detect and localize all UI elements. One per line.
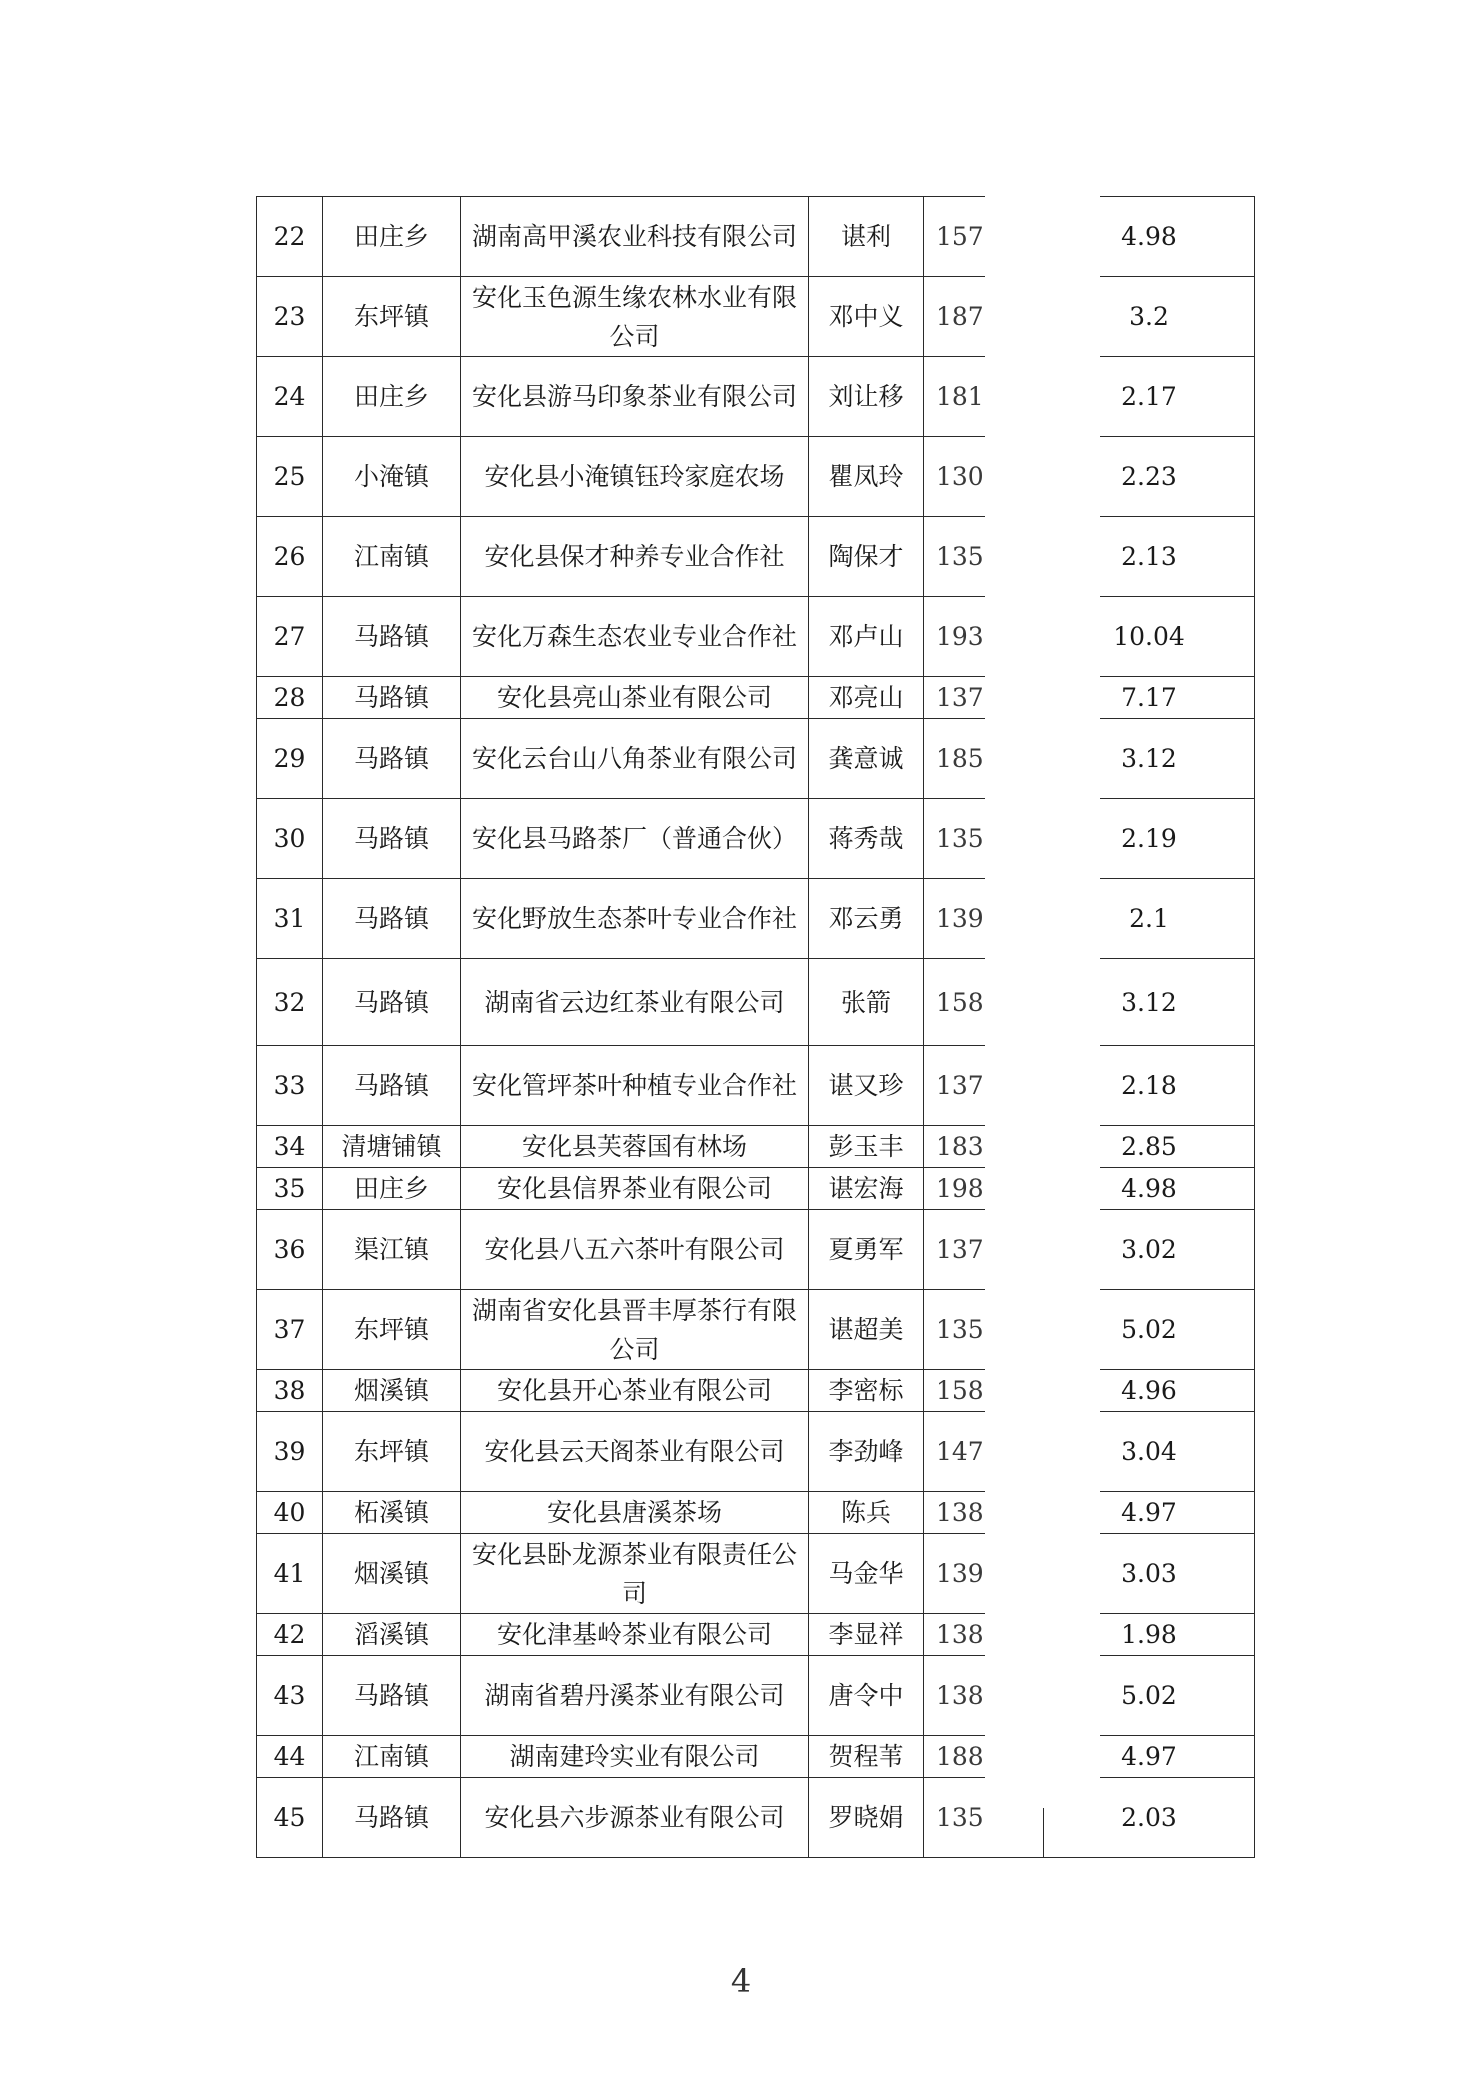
page-number: 4 [730,1962,752,2000]
row-number: 38 [257,1370,323,1412]
area-cell: 3.2 [1044,277,1255,357]
phone-cell: 158 [924,1370,1044,1412]
table-row [257,437,1255,517]
phone-cell: 188 [924,1736,1044,1778]
phone-cell: 137 [924,677,1044,719]
town-cell: 东坪镇 [323,1412,461,1492]
contact-cell: 谌又珍 [809,1046,924,1126]
town-cell: 田庄乡 [323,357,461,437]
row-number: 24 [257,357,323,437]
town-cell: 马路镇 [323,959,461,1046]
row-number: 30 [257,799,323,879]
phone-cell: 187 [924,277,1044,357]
phone-cell: 185 [924,719,1044,799]
phone-cell: 135 [924,1290,1044,1370]
town-cell: 滔溪镇 [323,1614,461,1656]
row-number: 25 [257,437,323,517]
contact-cell: 邓云勇 [809,879,924,959]
phone-cell: 137 [924,1210,1044,1290]
town-cell: 马路镇 [323,1778,461,1858]
contact-cell: 邓中义 [809,277,924,357]
row-number: 36 [257,1210,323,1290]
row-number: 42 [257,1614,323,1656]
company-name-cell: 安化县保才种养专业合作社 [461,517,809,597]
company-table [256,196,1255,1858]
contact-cell: 罗晓娟 [809,1778,924,1858]
contact-cell: 蒋秀哉 [809,799,924,879]
contact-cell: 张箭 [809,959,924,1046]
row-number: 39 [257,1412,323,1492]
table-row [257,1168,1255,1210]
town-cell: 马路镇 [323,597,461,677]
town-cell: 东坪镇 [323,277,461,357]
company-name-cell: 安化县唐溪茶场 [461,1492,809,1534]
company-name-cell: 安化野放生态茶叶专业合作社 [461,879,809,959]
row-number: 41 [257,1534,323,1614]
contact-cell: 唐令中 [809,1656,924,1736]
town-cell: 烟溪镇 [323,1534,461,1614]
row-number: 28 [257,677,323,719]
company-name-cell: 安化县芙蓉国有林场 [461,1126,809,1168]
phone-cell: 135 [924,1778,1044,1858]
phone-cell: 139 [924,879,1044,959]
table-row [257,1126,1255,1168]
row-number: 33 [257,1046,323,1126]
contact-cell: 彭玉丰 [809,1126,924,1168]
table-row [257,1778,1255,1858]
town-cell: 烟溪镇 [323,1370,461,1412]
table-row [257,1370,1255,1412]
company-name-cell: 安化县信界茶业有限公司 [461,1168,809,1210]
table-row [257,1492,1255,1534]
phone-cell: 135 [924,517,1044,597]
row-number: 23 [257,277,323,357]
company-table-body [257,197,1255,1858]
company-name-cell: 安化县卧龙源茶业有限责任公司 [461,1534,809,1614]
contact-cell: 邓卢山 [809,597,924,677]
area-cell: 3.12 [1044,959,1255,1046]
town-cell: 小淹镇 [323,437,461,517]
phone-cell: 198 [924,1168,1044,1210]
phone-cell: 183 [924,1126,1044,1168]
table-row [257,517,1255,597]
table-row [257,959,1255,1046]
area-cell: 2.85 [1044,1126,1255,1168]
phone-cell: 157 [924,197,1044,277]
table-row [257,1412,1255,1492]
phone-cell: 135 [924,799,1044,879]
table-row [257,1614,1255,1656]
town-cell: 清塘铺镇 [323,1126,461,1168]
contact-cell: 贺程苇 [809,1736,924,1778]
table-row [257,879,1255,959]
contact-cell: 李显祥 [809,1614,924,1656]
contact-cell: 瞿凤玲 [809,437,924,517]
town-cell: 渠江镇 [323,1210,461,1290]
contact-cell: 谌利 [809,197,924,277]
company-name-cell: 安化玉色源生缘农林水业有限公司 [461,277,809,357]
table-row [257,357,1255,437]
row-number: 44 [257,1736,323,1778]
company-name-cell: 安化县云天阁茶业有限公司 [461,1412,809,1492]
phone-cell: 130 [924,437,1044,517]
area-cell: 10.04 [1044,597,1255,677]
area-cell: 4.97 [1044,1492,1255,1534]
row-number: 26 [257,517,323,597]
company-name-cell: 安化县小淹镇钰玲家庭农场 [461,437,809,517]
town-cell: 马路镇 [323,719,461,799]
company-name-cell: 安化万森生态农业专业合作社 [461,597,809,677]
town-cell: 马路镇 [323,879,461,959]
area-cell: 2.13 [1044,517,1255,597]
phone-cell: 138 [924,1656,1044,1736]
phone-cell: 158 [924,959,1044,1046]
row-number: 35 [257,1168,323,1210]
table-row [257,1656,1255,1736]
phone-cell: 147 [924,1412,1044,1492]
area-cell: 2.03 [1044,1778,1255,1858]
contact-cell: 邓亮山 [809,677,924,719]
town-cell: 马路镇 [323,1656,461,1736]
area-cell: 4.97 [1044,1736,1255,1778]
phone-cell: 181 [924,357,1044,437]
area-cell: 2.1 [1044,879,1255,959]
row-number: 40 [257,1492,323,1534]
company-name-cell: 安化县六步源茶业有限公司 [461,1778,809,1858]
company-name-cell: 安化县亮山茶业有限公司 [461,677,809,719]
table-row [257,1290,1255,1370]
contact-cell: 夏勇军 [809,1210,924,1290]
row-number: 27 [257,597,323,677]
contact-cell: 陶保才 [809,517,924,597]
contact-cell: 李劲峰 [809,1412,924,1492]
row-number: 31 [257,879,323,959]
company-name-cell: 安化管坪茶叶种植专业合作社 [461,1046,809,1126]
phone-cell: 139 [924,1534,1044,1614]
area-cell: 3.04 [1044,1412,1255,1492]
town-cell: 马路镇 [323,799,461,879]
company-name-cell: 安化县八五六茶叶有限公司 [461,1210,809,1290]
town-cell: 江南镇 [323,1736,461,1778]
table-row [257,677,1255,719]
company-name-cell: 安化县游马印象茶业有限公司 [461,357,809,437]
area-cell: 3.03 [1044,1534,1255,1614]
area-cell: 2.17 [1044,357,1255,437]
town-cell: 柘溪镇 [323,1492,461,1534]
contact-cell: 刘让移 [809,357,924,437]
company-name-cell: 湖南建玲实业有限公司 [461,1736,809,1778]
row-number: 22 [257,197,323,277]
company-name-cell: 安化津基岭茶业有限公司 [461,1614,809,1656]
phone-cell: 137 [924,1046,1044,1126]
town-cell: 马路镇 [323,677,461,719]
area-cell: 3.02 [1044,1210,1255,1290]
area-cell: 2.23 [1044,437,1255,517]
table-row [257,597,1255,677]
company-name-cell: 安化县马路茶厂（普通合伙） [461,799,809,879]
row-number: 34 [257,1126,323,1168]
company-name-cell: 湖南省云边红茶业有限公司 [461,959,809,1046]
phone-cell: 138 [924,1614,1044,1656]
phone-cell: 193 [924,597,1044,677]
contact-cell: 李密标 [809,1370,924,1412]
contact-cell: 谌超美 [809,1290,924,1370]
table-row [257,1736,1255,1778]
table-row [257,1210,1255,1290]
contact-cell: 马金华 [809,1534,924,1614]
area-cell: 3.12 [1044,719,1255,799]
town-cell: 东坪镇 [323,1290,461,1370]
town-cell: 田庄乡 [323,1168,461,1210]
company-name-cell: 湖南省安化县晋丰厚茶行有限公司 [461,1290,809,1370]
table-row [257,197,1255,277]
table-row [257,1534,1255,1614]
phone-cell: 138 [924,1492,1044,1534]
area-cell: 5.02 [1044,1656,1255,1736]
area-cell: 2.18 [1044,1046,1255,1126]
table-row [257,719,1255,799]
company-name-cell: 安化县开心茶业有限公司 [461,1370,809,1412]
contact-cell: 陈兵 [809,1492,924,1534]
table-row [257,277,1255,357]
area-cell: 7.17 [1044,677,1255,719]
row-number: 32 [257,959,323,1046]
row-number: 29 [257,719,323,799]
company-name-cell: 安化云台山八角茶业有限公司 [461,719,809,799]
table-row [257,1046,1255,1126]
area-cell: 1.98 [1044,1614,1255,1656]
area-cell: 4.98 [1044,197,1255,277]
area-cell: 4.96 [1044,1370,1255,1412]
company-name-cell: 湖南省碧丹溪茶业有限公司 [461,1656,809,1736]
row-number: 43 [257,1656,323,1736]
town-cell: 田庄乡 [323,197,461,277]
contact-cell: 龚意诚 [809,719,924,799]
area-cell: 5.02 [1044,1290,1255,1370]
area-cell: 4.98 [1044,1168,1255,1210]
row-number: 37 [257,1290,323,1370]
area-cell: 2.19 [1044,799,1255,879]
row-number: 45 [257,1778,323,1858]
company-name-cell: 湖南高甲溪农业科技有限公司 [461,197,809,277]
town-cell: 马路镇 [323,1046,461,1126]
town-cell: 江南镇 [323,517,461,597]
table-row [257,799,1255,879]
contact-cell: 谌宏海 [809,1168,924,1210]
